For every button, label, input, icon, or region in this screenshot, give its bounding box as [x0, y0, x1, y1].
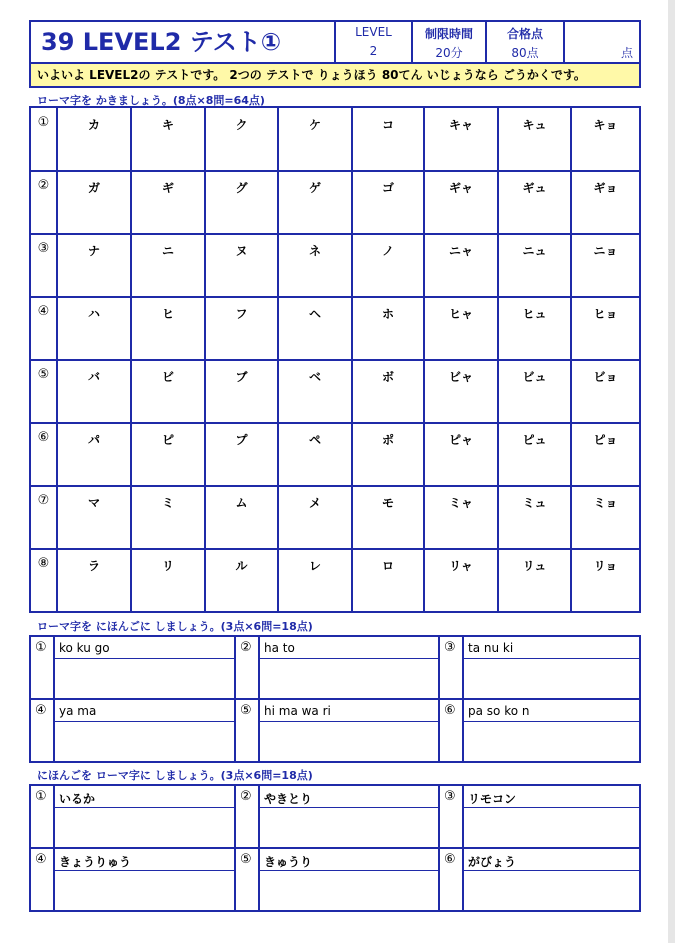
row-divider [31, 359, 639, 361]
kana-row [31, 360, 639, 423]
word-underline [462, 807, 639, 808]
word-underline [462, 721, 639, 722]
kana-answer-cell[interactable]: カ [56, 108, 130, 171]
kana-row [31, 549, 639, 612]
question-number: ③ [444, 789, 456, 804]
word-underline [258, 870, 438, 871]
row-divider [31, 698, 639, 700]
romaji-to-japanese-block [29, 635, 641, 763]
question-word: やきとり [264, 792, 313, 806]
question-number: ③ [444, 640, 456, 655]
answer-box[interactable] [464, 660, 639, 697]
pass-score-cell [487, 22, 565, 62]
answer-box[interactable] [55, 723, 234, 760]
question-number: ④ [35, 703, 47, 718]
word-underline [258, 721, 438, 722]
kana-answer-cell[interactable]: ケ [277, 108, 351, 171]
kana-answer-cell[interactable]: ギ [130, 171, 204, 234]
question-word: pa so ko n [468, 704, 530, 718]
kana-answer-cell[interactable]: ニャ [423, 234, 497, 297]
kana-answer-cell[interactable]: ポ [351, 423, 423, 486]
kana-answer-cell[interactable]: ヒ [130, 297, 204, 360]
kana-answer-cell[interactable]: ピュ [497, 423, 570, 486]
kana-answer-cell[interactable]: ベ [277, 360, 351, 423]
kana-answer-cell[interactable]: ネ [277, 234, 351, 297]
kana-answer-cell[interactable]: ム [204, 486, 277, 549]
japanese-to-romaji-block [29, 784, 641, 912]
question-number: ④ [35, 852, 47, 867]
question-word: きょうりゅう [59, 855, 132, 869]
kana-answer-cell[interactable]: ル [204, 549, 277, 612]
question-word: リモコン [468, 792, 517, 806]
kana-answer-cell[interactable]: ヒュ [497, 297, 570, 360]
page-edge [668, 0, 675, 943]
kana-answer-cell[interactable]: リョ [570, 549, 639, 612]
answer-box[interactable] [464, 723, 639, 760]
row-divider [31, 485, 639, 487]
question-number: ⑤ [240, 703, 252, 718]
question-number: ⑧ [37, 556, 50, 571]
kana-answer-cell[interactable]: キ [130, 108, 204, 171]
kana-answer-cell[interactable]: ペ [277, 423, 351, 486]
pass-score-label: 合格点 [506, 27, 543, 41]
kana-row [31, 486, 639, 549]
score-box[interactable] [565, 22, 639, 62]
question-number: ① [35, 789, 47, 804]
answer-box[interactable] [55, 809, 234, 846]
kana-answer-cell[interactable]: ク [204, 108, 277, 171]
section1-instruction: ローマ字を かきましょう。(8点×8問=64点) [37, 94, 265, 107]
kana-answer-cell[interactable]: リャ [423, 549, 497, 612]
kana-answer-cell[interactable]: ヌ [204, 234, 277, 297]
kana-row [31, 108, 639, 171]
kana-answer-cell[interactable]: ヘ [277, 297, 351, 360]
word-underline [53, 658, 234, 659]
question-word: hi ma wa ri [264, 704, 331, 718]
kana-answer-cell[interactable]: ノ [351, 234, 423, 297]
kana-answer-cell[interactable]: ゴ [351, 171, 423, 234]
kana-answer-cell[interactable]: ニュ [497, 234, 570, 297]
kana-answer-cell[interactable]: ヒャ [423, 297, 497, 360]
row-divider [31, 847, 639, 849]
kana-answer-cell[interactable]: ニ [130, 234, 204, 297]
level-cell [336, 22, 413, 62]
kana-answer-cell[interactable]: リュ [497, 549, 570, 612]
answer-box[interactable] [55, 872, 234, 909]
kana-answer-cell[interactable]: マ [56, 486, 130, 549]
pass-score-value: 80点 [511, 46, 539, 60]
kana-answer-cell[interactable]: ミャ [423, 486, 497, 549]
word-underline [53, 807, 234, 808]
answer-box[interactable] [260, 660, 438, 697]
kana-answer-cell[interactable]: ビュ [497, 360, 570, 423]
question-number: ② [240, 789, 252, 804]
question-number: ⑤ [37, 367, 50, 382]
kana-answer-cell[interactable]: ギュ [497, 171, 570, 234]
kana-answer-cell[interactable]: キャ [423, 108, 497, 171]
time-limit-label: 制限時間 [424, 27, 473, 41]
time-limit-cell [413, 22, 487, 62]
kana-answer-cell[interactable]: ラ [56, 549, 130, 612]
kana-answer-cell[interactable]: ピ [130, 423, 204, 486]
kana-answer-cell[interactable]: ホ [351, 297, 423, 360]
question-number: ⑦ [37, 493, 50, 508]
kana-answer-cell[interactable]: プ [204, 423, 277, 486]
question-word: ta nu ki [468, 641, 514, 655]
kana-row [31, 234, 639, 297]
kana-answer-cell[interactable]: キョ [570, 108, 639, 171]
question-word: ko ku go [59, 641, 110, 655]
kana-answer-cell[interactable]: レ [277, 549, 351, 612]
answer-box[interactable] [464, 872, 639, 909]
kana-row [31, 297, 639, 360]
question-number: ③ [37, 241, 50, 256]
kana-answer-cell[interactable]: ゲ [277, 171, 351, 234]
kana-answer-cell[interactable]: ボ [351, 360, 423, 423]
word-underline [462, 658, 639, 659]
row-divider [31, 422, 639, 424]
word-underline [53, 870, 234, 871]
question-number: ① [37, 115, 50, 130]
kana-answer-cell[interactable]: ミュ [497, 486, 570, 549]
kana-answer-cell[interactable]: ピョ [570, 423, 639, 486]
question-word: いるか [59, 792, 96, 806]
word-underline [258, 807, 438, 808]
kana-answer-cell[interactable]: ミ [130, 486, 204, 549]
question-number: ⑥ [444, 852, 456, 867]
kana-answer-cell[interactable]: ビョ [570, 360, 639, 423]
question-number: ① [35, 640, 47, 655]
instructions-banner: いよいよ LEVEL2の テストです。 2つの テストで りょうほう 80てん いじょうなら ごうかくです。 [29, 64, 641, 88]
kana-answer-cell[interactable]: コ [351, 108, 423, 171]
kana-answer-cell[interactable]: モ [351, 486, 423, 549]
answer-box[interactable] [464, 809, 639, 846]
page-title: 39 LEVEL2 テスト① [31, 22, 336, 62]
question-word: ha to [264, 641, 295, 655]
kana-answer-cell[interactable]: ミョ [570, 486, 639, 549]
question-number: ⑥ [444, 703, 456, 718]
answer-box[interactable] [260, 809, 438, 846]
section3-instruction: にほんごを ローマ字に しましょう。(3点×6問=18点) [37, 769, 313, 782]
answer-box[interactable] [55, 660, 234, 697]
kana-answer-cell[interactable]: ビャ [423, 360, 497, 423]
kana-answer-cell[interactable]: ピャ [423, 423, 497, 486]
kana-answer-cell[interactable]: メ [277, 486, 351, 549]
kana-answer-cell[interactable]: ビ [130, 360, 204, 423]
question-number: ⑥ [37, 430, 50, 445]
question-word: ya ma [59, 704, 97, 718]
kana-answer-cell[interactable]: バ [56, 360, 130, 423]
kana-answer-cell[interactable]: ナ [56, 234, 130, 297]
row-divider [31, 170, 639, 172]
kana-answer-cell[interactable]: リ [130, 549, 204, 612]
row-divider [31, 548, 639, 550]
word-underline [258, 658, 438, 659]
kana-answer-cell[interactable]: パ [56, 423, 130, 486]
question-word: きゅうり [264, 855, 313, 869]
question-number: ④ [37, 304, 50, 319]
kana-answer-cell[interactable]: ヒョ [570, 297, 639, 360]
kana-answer-cell[interactable]: グ [204, 171, 277, 234]
kana-answer-cell[interactable]: ギョ [570, 171, 639, 234]
question-number: ② [37, 178, 50, 193]
kana-answer-cell[interactable]: ガ [56, 171, 130, 234]
answer-box[interactable] [260, 723, 438, 760]
word-underline [462, 870, 639, 871]
kana-answer-cell[interactable]: ブ [204, 360, 277, 423]
row-divider [31, 296, 639, 298]
kana-answer-cell[interactable]: フ [204, 297, 277, 360]
word-underline [53, 721, 234, 722]
kana-grid [29, 106, 641, 613]
time-limit-value: 20分 [435, 46, 463, 60]
row-divider [31, 233, 639, 235]
score-unit: 点 [620, 46, 633, 60]
kana-answer-cell[interactable]: ギャ [423, 171, 497, 234]
kana-row [31, 423, 639, 486]
section2-instruction: ローマ字を にほんごに しましょう。(3点×6問=18点) [37, 620, 313, 633]
kana-answer-cell[interactable]: ハ [56, 297, 130, 360]
kana-answer-cell[interactable]: ニョ [570, 234, 639, 297]
kana-answer-cell[interactable]: ロ [351, 549, 423, 612]
answer-box[interactable] [260, 872, 438, 909]
question-number: ② [240, 640, 252, 655]
level-label: LEVEL [355, 25, 392, 39]
question-word: がびょう [468, 855, 517, 869]
header-table [29, 20, 641, 64]
level-value: 2 [369, 44, 378, 58]
kana-row [31, 171, 639, 234]
kana-answer-cell[interactable]: キュ [497, 108, 570, 171]
question-number: ⑤ [240, 852, 252, 867]
